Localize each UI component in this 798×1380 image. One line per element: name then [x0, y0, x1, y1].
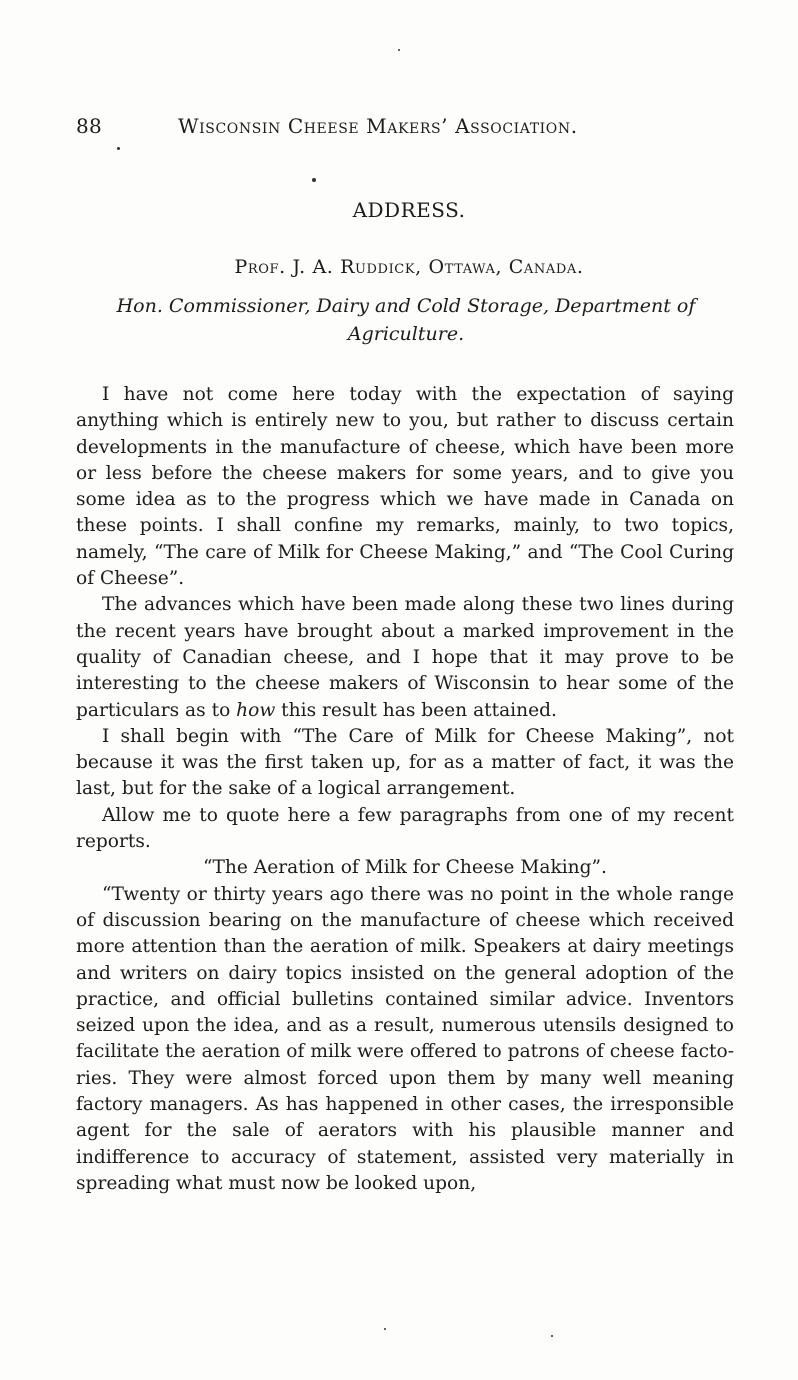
scan-speck [398, 49, 400, 51]
author-line: Prof. J. A. Ruddick, Ottawa, Canada. [234, 256, 584, 278]
running-title: Wisconsin Cheese Makers’ Association. [178, 114, 578, 138]
paragraph-quote-intro: Allow me to quote here a few paragraphs from one of my recent reports. [76, 804, 734, 853]
scan-speck [117, 147, 120, 150]
scan-speck [551, 1335, 553, 1337]
scan-speck [384, 1328, 386, 1330]
paragraph-advances [76, 592, 734, 723]
paragraph-intro: I have not come here today with the expectation of saying anything which is entirely new to you, but rather to discuss certain developments in the manufacture of cheese, which have been more or less before the cheese makers for some years, and to give you some idea as to the progress which we have made in Canada on these points. I shall confine my remarks, mainly, to two topics, namely, “The care of Milk for Cheese Making,” and “The Cool Curing of Cheese”. [76, 384, 734, 590]
paragraph-advances-end: this result has been attained. [275, 699, 557, 721]
quote-heading: “The Aeration of Milk for Cheese Making”. [203, 857, 607, 879]
body-text [76, 382, 734, 1197]
section-title: ADDRESS. [352, 198, 466, 222]
page-number: 88 [76, 114, 103, 138]
author-affiliation: Hon. Commissioner, Dairy and Cold Storage, Department of Agriculture. [116, 295, 696, 345]
scan-speck [312, 178, 316, 182]
paragraph-advances-text: The advances which have been made along these two lines during the recent years have brought about a marked improvement in the quality of Canadian cheese, and I hope that it may prove to be interesting to the cheese makers of Wisconsin to hear some of the particulars as to [76, 594, 734, 721]
emphasis-how: how [236, 699, 276, 721]
paragraph-aeration: “Twenty or thirty years ago there was no point in the whole range of discussion bearing on the manufacture of cheese which received more attention than the aeration of milk. Speakers at dairy meetings and writers on dairy topics insisted on the general adoption of the practice, and official bulletins contained similar advice. Inventors seized upon the idea, and as a result, numerous utensils designed to facilitate the aeration of milk were offered to patrons of cheese factories. They were almost forced upon them by many well meaning factory managers. As has happened in other cases, the irresponsible agent for the sale of aerators with his plausible manner and indifference to accuracy of statement, assisted very materially in spreading what must now be looked upon, [76, 883, 734, 1194]
paragraph-care-of-milk: I shall begin with “The Care of Milk for Cheese Making”, not because it was the first taken up, for as a matter of fact, it was the last, but for the sake of a logical arrangement. [76, 725, 734, 800]
